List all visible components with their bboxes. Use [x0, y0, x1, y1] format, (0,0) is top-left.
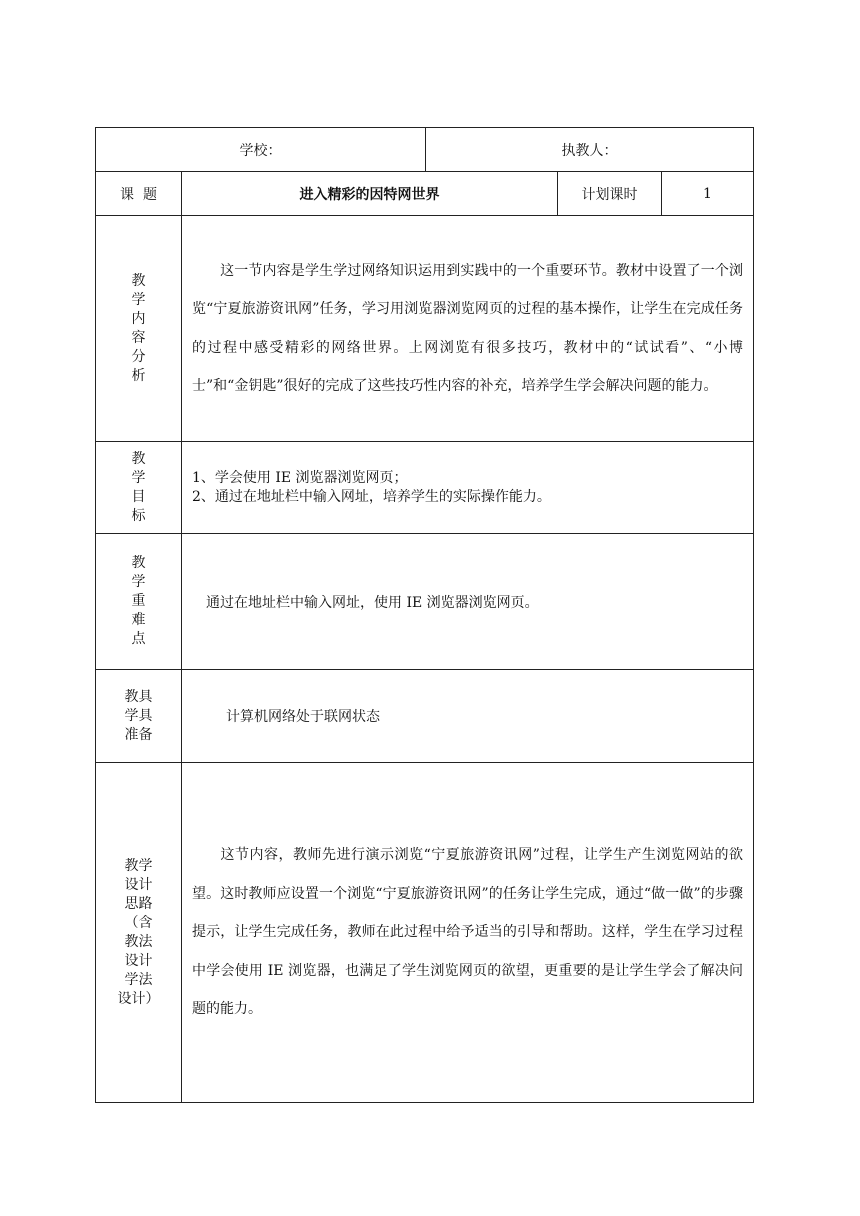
label-char: 教 — [131, 555, 146, 571]
design-text: 这节内容，教师先进行演示浏览“宁夏旅游资讯网”过程，让学生产生浏览网站的欲望。这时教师应设置一个浏览“宁夏旅游资讯网”的任务让学生完成，通过“做一做”的步骤提示，让学生完成任务，教师在此过程中给予适当的引导和帮助。这样，学生在学习过程中学会使用 IE 浏览器，也满足了学生浏览网页的欲望，更重要的是让学生学会了解决问题的能力。 — [192, 847, 743, 1018]
objective-item: 2、通过在地址栏中输入网址，培养学生的实际操作能力。 — [192, 488, 551, 505]
label-line: 设计 — [124, 952, 153, 969]
materials-text-cell — [182, 670, 754, 763]
label-char: 学 — [131, 574, 146, 590]
key-points-label — [96, 534, 182, 670]
label-char: 教 — [131, 272, 146, 289]
hours-label: 计划课时 — [558, 172, 662, 216]
objective-item: 1、学会使用 IE 浏览器浏览网页； — [192, 469, 408, 486]
materials-row — [96, 670, 754, 763]
label-char: 标 — [131, 507, 146, 524]
label-char: 学 — [131, 291, 146, 308]
design-label — [96, 763, 182, 1103]
label-line: 设计） — [117, 990, 160, 1007]
teacher-label: 执教人： — [561, 142, 618, 159]
label-line: 教法 — [124, 933, 153, 950]
design-row — [96, 763, 754, 1103]
label-char: 难 — [131, 612, 146, 628]
teacher-cell — [426, 128, 754, 172]
label-line: 教学 — [124, 857, 153, 874]
label-line: 准备 — [124, 726, 153, 743]
school-label: 学校： — [239, 142, 282, 159]
hours-value: 1 — [662, 172, 754, 216]
lesson-plan-table — [95, 127, 754, 1103]
content-analysis-text-cell — [182, 216, 754, 442]
materials-text: 计算机网络处于联网状态 — [226, 709, 380, 725]
label-line: （含 — [124, 914, 153, 931]
content-analysis-label — [96, 216, 182, 442]
label-line: 教具 — [124, 688, 153, 705]
label-char: 重 — [131, 593, 146, 609]
label-char: 析 — [131, 367, 146, 384]
objectives-list — [182, 442, 754, 534]
objectives-row — [96, 442, 754, 534]
key-points-row — [96, 534, 754, 670]
label-char: 点 — [131, 631, 146, 647]
label-char: 内 — [131, 310, 146, 327]
label-char: 分 — [131, 348, 146, 365]
design-text-cell — [182, 763, 754, 1103]
topic-row — [96, 172, 754, 216]
header-row — [96, 128, 754, 172]
label-char: 目 — [131, 488, 146, 505]
label-line: 思路 — [124, 895, 153, 912]
materials-label — [96, 670, 182, 763]
lesson-plan-sheet — [95, 127, 753, 1103]
topic-label: 课 题 — [96, 172, 182, 216]
topic-title: 进入精彩的因特网世界 — [182, 172, 558, 216]
objectives-label — [96, 442, 182, 534]
school-cell — [96, 128, 426, 172]
key-points-text: 通过在地址栏中输入网址，使用 IE 浏览器浏览网页。 — [206, 594, 539, 611]
label-char: 教 — [131, 450, 146, 467]
label-char: 容 — [131, 329, 146, 346]
label-line: 设计 — [124, 876, 153, 893]
key-points-text-cell — [182, 534, 754, 670]
content-analysis-text: 这一节内容是学生学过网络知识运用到实践中的一个重要环节。教材中设置了一个浏览“宁夏旅游资讯网”任务，学习用浏览器浏览网页的过程的基本操作，让学生在完成任务的过程中感受精彩的网络世界。上网浏览有很多技巧，教材中的“试试看”、“小博士”和“金钥匙”很好的完成了这些技巧性内容的补充，培养学生学会解决问题的能力。 — [192, 262, 743, 394]
label-line: 学法 — [124, 971, 153, 988]
label-line: 学具 — [124, 707, 153, 724]
label-char: 学 — [131, 469, 146, 486]
content-analysis-row — [96, 216, 754, 442]
